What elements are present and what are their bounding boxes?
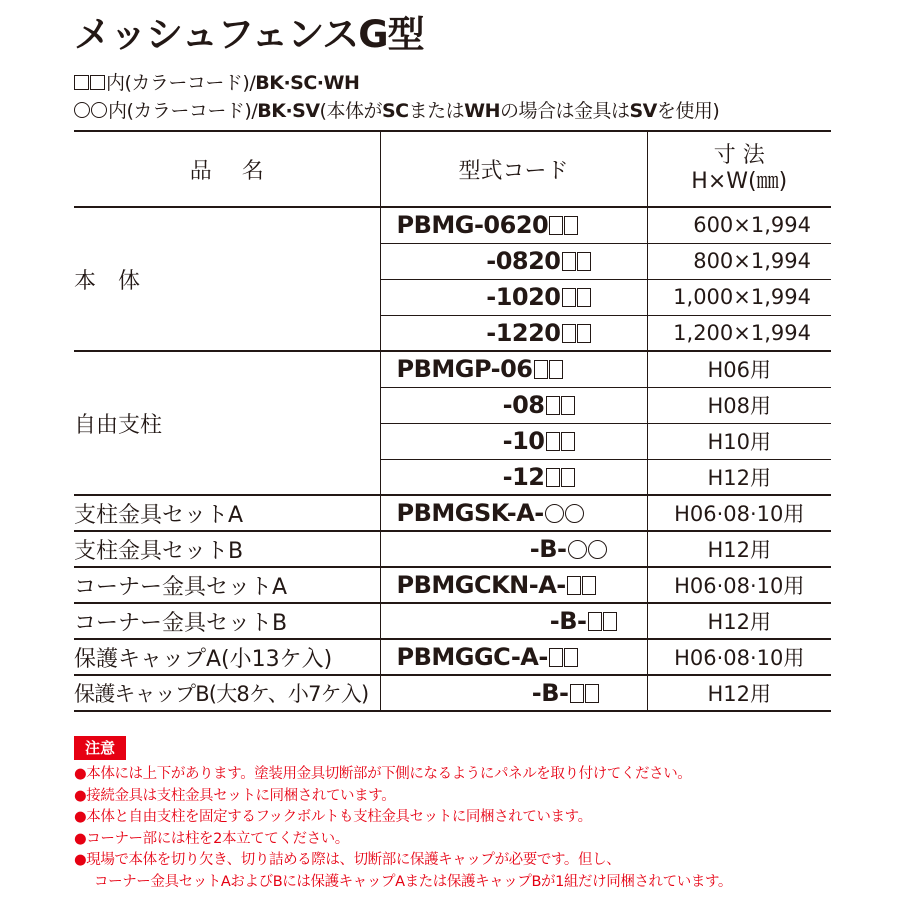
square-symbol-icon [561,468,575,487]
color-code-legend-square [74,68,359,95]
legend-note-part: の場合は金具は [499,100,630,122]
square-symbol-icon [577,288,591,307]
group-name-post-set-a: 支柱金具セットA [74,495,380,531]
dimension-cell: H08用 [647,387,831,423]
dimension-cell: 800×1,994 [647,243,831,279]
model-code-cell: -B- [380,603,647,639]
legend-note-part: または [408,100,465,122]
legend-circle-codes: BK·SV [257,100,320,122]
model-code-cell: -08 [380,387,647,423]
group-name-cap-a: 保護キャップA(小13ケ入) [74,639,380,675]
spec-table [74,130,831,712]
square-symbol-icon [90,75,105,90]
model-code-cell: PBMG-0620 [380,207,647,243]
square-symbol-icon [564,648,578,667]
group-name-post-set-b: 支柱金具セットB [74,531,380,567]
dimension-cell: H10用 [647,423,831,459]
note-item-continuation: コーナー金具セットAおよびBには保護キャップAまたは保護キャップBが1組だけ同梱されています。 [94,873,732,890]
dimension-cell: H12用 [647,459,831,495]
legend-square-codes: BK·SC·WH [255,72,360,94]
table-header-row [74,131,831,207]
legend-note-part: を使用) [656,100,720,122]
square-symbol-icon [562,288,576,307]
header-dimensions-title: 寸 法 [713,143,765,168]
table-row [74,207,831,243]
square-symbol-icon [570,684,584,703]
circle-symbol-icon [565,504,584,523]
model-code-cell: -12 [380,459,647,495]
circle-symbol-icon [568,540,587,559]
square-symbol-icon [577,324,591,343]
model-code-cell: PBMGGC-A- [380,639,647,675]
table-row [74,495,831,531]
table-row [74,675,831,711]
model-code-cell: -10 [380,423,647,459]
square-symbol-icon [562,324,576,343]
note-item: ●本体と自由支柱を固定するフックボルトも支柱金具セットに同梱されています。 [74,809,592,826]
table-row [74,351,831,387]
square-symbol-icon [582,576,596,595]
dimension-cell: H06·08·10用 [647,567,831,603]
legend-note-code: SV [629,100,657,122]
header-dimensions [647,131,831,207]
dimension-cell: 1,200×1,994 [647,315,831,351]
square-symbol-icon [585,684,599,703]
page-title: メッシュフェンスG型 [74,13,424,56]
dimension-cell: 600×1,994 [647,207,831,243]
table-row [74,603,831,639]
model-code-cell: PBMGP-06 [380,351,647,387]
group-name-body: 本体 [74,207,380,351]
group-name-corner-set-b: コーナー金具セットB [74,603,380,639]
square-symbol-icon [549,360,563,379]
legend-note-code: WH [464,100,500,122]
table-row [74,567,831,603]
color-code-legend-circle [74,96,719,123]
caution-notes [74,764,732,894]
group-name-cap-b: 保護キャップB(大8ケ、小7ケ入) [74,675,380,711]
group-name-corner-set-a: コーナー金具セットA [74,567,380,603]
model-code-cell: -1220 [380,315,647,351]
legend-note-code: SC [381,100,409,122]
model-code-cell: -1020 [380,279,647,315]
dimension-cell: H06用 [647,351,831,387]
circle-symbol-icon [74,102,90,118]
header-product-name: 品名 [189,158,294,184]
square-symbol-icon [561,432,575,451]
legend-note-part: (本体が [319,100,382,122]
square-symbol-icon [74,75,89,90]
model-code-cell: -0820 [380,243,647,279]
circle-symbol-icon [588,540,607,559]
square-symbol-icon [546,396,560,415]
square-symbol-icon [577,252,591,271]
square-symbol-icon [588,612,602,631]
dimension-cell: H06·08·10用 [647,495,831,531]
model-code-cell: PBMGSK-A- [380,495,647,531]
note-item: ●本体には上下があります。塗装用金具切断部が下側になるようにパネルを取り付けてください。 [74,766,692,782]
dimension-cell: 1,000×1,994 [647,279,831,315]
square-symbol-icon [567,576,581,595]
note-item: ●コーナー部には柱を2本立ててください。 [74,830,349,847]
dimension-cell: H12用 [647,603,831,639]
circle-symbol-icon [545,504,564,523]
dimension-cell: H12用 [647,531,831,567]
square-symbol-icon [534,360,548,379]
dimension-cell: H06·08·10用 [647,639,831,675]
square-symbol-icon [561,396,575,415]
square-symbol-icon [603,612,617,631]
table-row [74,531,831,567]
model-code-cell: PBMGCKN-A- [380,567,647,603]
square-symbol-icon [549,648,563,667]
square-symbol-icon [564,216,578,235]
note-item: ●接続金具は支柱金具セットに同梱されています。 [74,787,396,804]
header-model-code: 型式コード [380,131,647,207]
model-code-cell: -B- [380,531,647,567]
circle-symbol-icon [91,102,107,118]
square-symbol-icon [546,468,560,487]
caution-label: 注意 [74,736,126,760]
legend-square-label: 内(カラーコード)/ [106,72,256,94]
square-symbol-icon [546,432,560,451]
dimension-cell: H12用 [647,675,831,711]
square-symbol-icon [549,216,563,235]
legend-circle-label: 内(カラーコード)/ [108,100,258,122]
model-code-cell: -B- [380,675,647,711]
table-row [74,639,831,675]
note-item: ●現場で本体を切り欠き、切り詰める際は、切断部に保護キャップが必要です。但し、 [74,852,621,869]
header-dimensions-unit: H×W(㎜) [691,169,788,194]
group-name-free-post: 自由支柱 [74,351,380,495]
square-symbol-icon [562,252,576,271]
